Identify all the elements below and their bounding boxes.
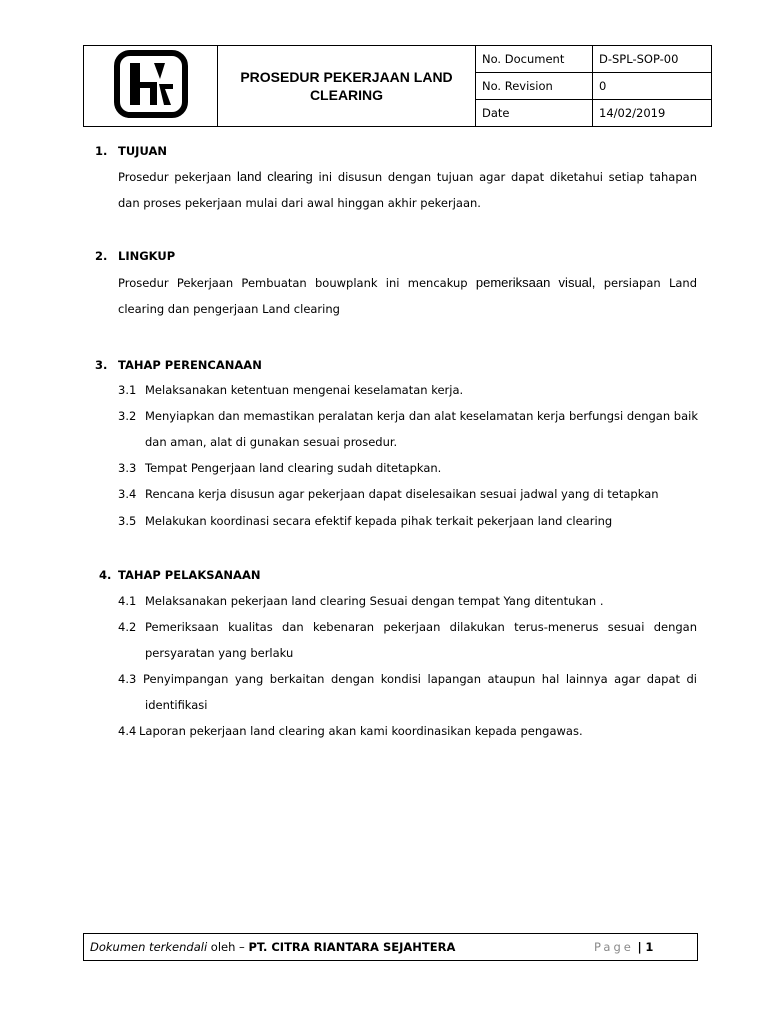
list-item-continuation: identifikasi bbox=[145, 698, 208, 712]
item-number: 3.1 bbox=[118, 383, 137, 397]
list-item: Rencana kerja disusun agar pekerjaan dapat diselesaikan sesuai jadwal yang di tetapkan bbox=[145, 487, 659, 501]
section-title-tujuan: TUJUAN bbox=[118, 144, 167, 158]
revision-value: 0 bbox=[593, 73, 712, 100]
item-number: 4.2 bbox=[118, 620, 137, 634]
logo-cell bbox=[84, 46, 218, 127]
list-item: Tempat Pengerjaan land clearing sudah ditetapkan. bbox=[145, 461, 442, 475]
section-title-pelaksanaan: TAHAP PELAKSANAAN bbox=[118, 568, 261, 582]
text-segment: proses pekerjaan mulai dari awal hinggan akhir pekerjaan. bbox=[143, 196, 481, 210]
list-item-continuation: dan aman, alat di gunakan sesuai prosedur. bbox=[145, 435, 398, 449]
document-header bbox=[83, 45, 712, 127]
list-item: Laporan pekerjaan land clearing akan kami koordinasikan kepada pengawas. bbox=[139, 724, 583, 738]
footer-page-word: Page bbox=[594, 940, 634, 954]
footer-page-number: 1 bbox=[645, 940, 654, 954]
section-number: 2. bbox=[95, 249, 108, 263]
item-number: 3.4 bbox=[118, 487, 137, 501]
text-segment: pemeriksaan visual, bbox=[475, 275, 596, 290]
list-item: Menyiapkan dan memastikan peralatan kerja dan alat keselamatan kerja berfungsi dengan baik bbox=[145, 409, 698, 423]
date-label: Date bbox=[476, 100, 593, 127]
text-segment: persiapan Land bbox=[595, 276, 698, 290]
document-title bbox=[218, 46, 476, 127]
footer-company-name: PT. CITRA RIANTARA SEJAHTERA bbox=[248, 940, 456, 954]
section-title-lingkup: LINGKUP bbox=[118, 249, 176, 263]
section-number: 1. bbox=[95, 144, 108, 158]
doc-number-label: No. Document bbox=[476, 46, 593, 73]
footer-page-indicator bbox=[594, 940, 653, 954]
list-item: Melaksanakan pekerjaan land clearing Sesuai dengan tempat Yang ditentukan . bbox=[145, 594, 604, 608]
text-segment: land clearing bbox=[237, 169, 313, 184]
section-title-perencanaan: TAHAP PERENCANAAN bbox=[118, 358, 262, 372]
section-number: 4. bbox=[99, 568, 112, 582]
footer-company-text bbox=[90, 940, 455, 954]
date-value: 14/02/2019 bbox=[593, 100, 712, 127]
section-tujuan-text bbox=[118, 164, 697, 216]
list-item: Penyimpangan yang berkaitan dengan kondisi lapangan ataupun hal lainnya agar dapat di bbox=[143, 672, 697, 686]
item-number: 3.2 bbox=[118, 409, 137, 423]
item-number: 4.4 bbox=[118, 724, 137, 738]
list-item: Melaksanakan ketentuan mengenai keselamatan kerja. bbox=[145, 383, 464, 397]
document-footer bbox=[83, 933, 698, 961]
text-segment: ini disusun dengan tujuan agar dapat diketahui setiap tahapan dan bbox=[118, 170, 697, 210]
list-item: Melakukan koordinasi secara efektif kepada pihak terkait pekerjaan land clearing bbox=[145, 514, 613, 528]
section-number: 3. bbox=[95, 358, 108, 372]
text-segment: Prosedur pekerjaan bbox=[118, 170, 238, 184]
item-number: 3.3 bbox=[118, 461, 137, 475]
list-item: Pemeriksaan kualitas dan kebenaran pekerjaan dilakukan terus-menerus sesuai dengan bbox=[145, 620, 697, 634]
section-lingkup-text bbox=[118, 270, 697, 322]
footer-by-text: oleh – bbox=[207, 940, 249, 954]
company-logo-icon bbox=[113, 49, 189, 119]
item-number: 3.5 bbox=[118, 514, 137, 528]
title-line-1: PROSEDUR PEKERJAAN LAND bbox=[240, 69, 453, 85]
title-line-2: CLEARING bbox=[309, 87, 384, 103]
doc-number-value: D-SPL-SOP-00 bbox=[593, 46, 712, 73]
list-item-continuation: persyaratan yang berlaku bbox=[145, 646, 294, 660]
revision-label: No. Revision bbox=[476, 73, 593, 100]
item-number: 4.3 bbox=[118, 672, 137, 686]
footer-separator: | bbox=[637, 940, 642, 954]
text-segment: Prosedur Pekerjaan Pembuatan bouwplank ini mencakup bbox=[118, 276, 476, 290]
text-segment: clearing dan pengerjaan Land clearing bbox=[118, 302, 340, 316]
item-number: 4.1 bbox=[118, 594, 137, 608]
footer-controlled-label: Dokumen terkendali bbox=[90, 940, 208, 954]
